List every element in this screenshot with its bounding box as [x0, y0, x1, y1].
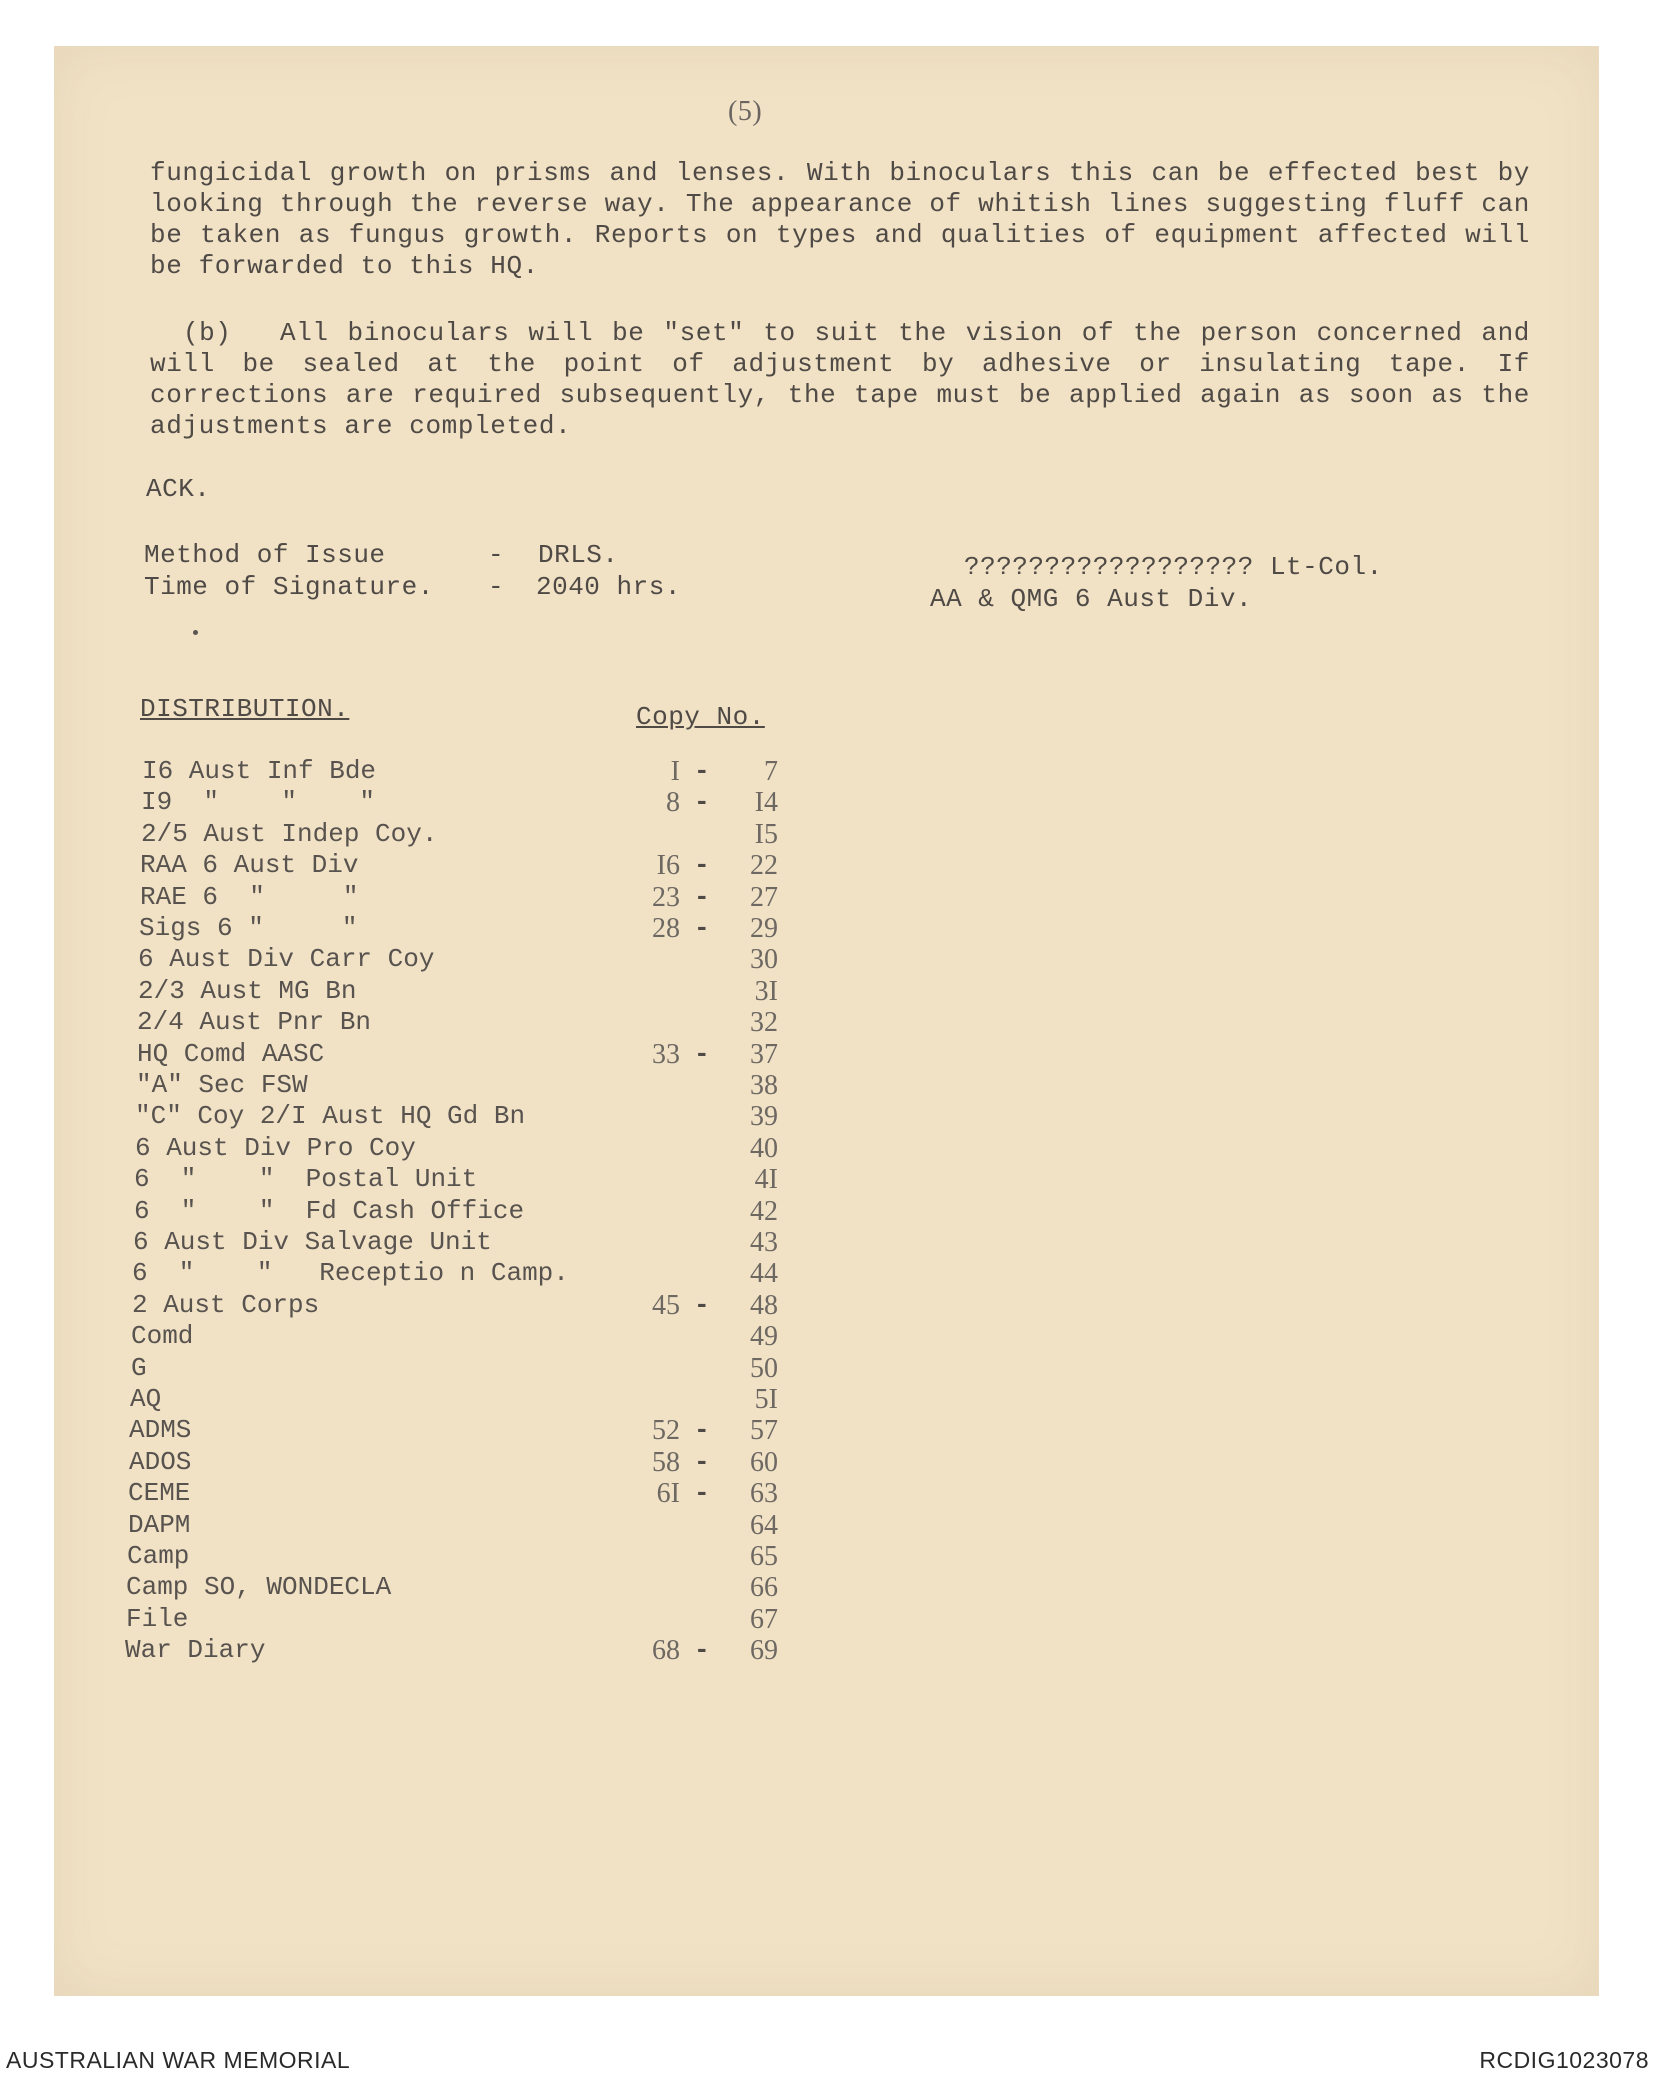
- distribution-row: [126, 1572, 826, 1604]
- time-of-signature-value: 2040 hrs.: [536, 572, 681, 602]
- distribution-unit: 6 Aust Div Carr Coy: [138, 944, 435, 974]
- distribution-unit: ADOS: [129, 1447, 192, 1477]
- distribution-copy-from: 33: [652, 1039, 680, 1070]
- distribution-row: [138, 976, 838, 1008]
- distribution-unit: "C" Coy 2/I Aust HQ Gd Bn: [135, 1101, 526, 1131]
- distribution-copy-to: I5: [754, 819, 778, 850]
- paragraph-b: All binoculars will be "set" to suit the vision of the person concerned and will be sealed at the point of adjustment by adhesive or insulating tape. If corrections are required subsequently, the tape must be applied again as soon as the adjustments are completed.: [150, 318, 1530, 441]
- distribution-copy-to: 69: [750, 1635, 778, 1666]
- distribution-copy-from: 6I: [656, 1478, 680, 1509]
- distribution-copy-to: 42: [750, 1196, 778, 1227]
- stray-mark: [193, 630, 198, 635]
- distribution-unit: I6 Aust Inf Bde: [142, 756, 377, 786]
- distribution-copy-dash: -: [694, 1290, 710, 1320]
- distribution-unit: AQ: [130, 1384, 162, 1414]
- footer-archive-name: AUSTRALIAN WAR MEMORIAL: [6, 2047, 351, 2073]
- distribution-unit: G: [131, 1353, 147, 1383]
- distribution-row: [129, 1447, 829, 1479]
- distribution-row: [131, 1353, 831, 1385]
- distribution-unit: Camp: [127, 1541, 190, 1571]
- distribution-unit: DAPM: [128, 1510, 191, 1540]
- method-of-issue-value: DRLS.: [538, 540, 619, 570]
- distribution-unit: 2 Aust Corps: [132, 1290, 320, 1320]
- distribution-unit: Camp SO, WONDECLA: [126, 1572, 392, 1602]
- distribution-row: [141, 787, 841, 819]
- distribution-unit: RAA 6 Aust Div: [140, 850, 359, 880]
- distribution-row: [137, 1039, 837, 1071]
- distribution-copy-dash: -: [694, 787, 710, 817]
- distribution-unit: 6 " " Postal Unit: [134, 1164, 478, 1194]
- distribution-copy-from: 68: [652, 1635, 680, 1666]
- distribution-heading: DISTRIBUTION.: [140, 694, 350, 724]
- distribution-copy-to: 63: [750, 1478, 778, 1509]
- distribution-row: [131, 1321, 831, 1353]
- distribution-copy-to: 50: [750, 1353, 778, 1384]
- distribution-copy-dash: -: [694, 756, 710, 786]
- distribution-unit: Sigs 6 " ": [139, 913, 358, 943]
- distribution-unit: File: [126, 1604, 189, 1634]
- distribution-row: [137, 1007, 837, 1039]
- time-of-signature-separator: -: [488, 572, 505, 602]
- distribution-copy-to: 39: [750, 1101, 778, 1132]
- distribution-row: [138, 944, 838, 976]
- distribution-copy-to: 43: [750, 1227, 778, 1258]
- distribution-row: [136, 1070, 836, 1102]
- distribution-row: [140, 850, 840, 882]
- distribution-row: [140, 882, 840, 914]
- distribution-row: [142, 756, 842, 788]
- distribution-copy-from: I: [670, 756, 680, 787]
- distribution-unit: CEME: [128, 1478, 191, 1508]
- distribution-copy-to: 66: [750, 1572, 778, 1603]
- distribution-unit: HQ Comd AASC: [137, 1039, 325, 1069]
- distribution-copy-from: 23: [652, 882, 680, 913]
- distribution-copy-to: 57: [750, 1415, 778, 1446]
- copy-number-heading: Copy No.: [636, 702, 765, 732]
- distribution-unit: 6 " " Fd Cash Office: [134, 1196, 525, 1226]
- distribution-row: [126, 1604, 826, 1636]
- distribution-unit: War Diary: [125, 1635, 266, 1665]
- distribution-copy-to: I4: [754, 787, 778, 818]
- distribution-copy-to: 29: [750, 913, 778, 944]
- distribution-copy-to: 64: [750, 1510, 778, 1541]
- distribution-unit: "A" Sec FSW: [136, 1070, 308, 1100]
- distribution-copy-to: 30: [750, 944, 778, 975]
- footer-reference-id: RCDIG1023078: [1479, 2047, 1649, 2073]
- signature-line: ?????????????????? Lt-Col.: [964, 552, 1383, 582]
- distribution-row: [139, 913, 839, 945]
- distribution-copy-dash: -: [694, 1415, 710, 1445]
- distribution-unit: 6 " " Receptio n Camp.: [132, 1258, 569, 1288]
- distribution-copy-to: 22: [750, 850, 778, 881]
- distribution-row: [132, 1258, 832, 1290]
- distribution-copy-from: 52: [652, 1415, 680, 1446]
- distribution-copy-from: 58: [652, 1447, 680, 1478]
- distribution-copy-to: 44: [750, 1258, 778, 1289]
- distribution-row: [133, 1227, 833, 1259]
- distribution-copy-dash: -: [694, 1635, 710, 1665]
- distribution-row: [135, 1133, 835, 1165]
- distribution-copy-to: 67: [750, 1604, 778, 1635]
- distribution-copy-dash: -: [694, 1478, 710, 1508]
- distribution-row: [128, 1510, 828, 1542]
- distribution-row: [132, 1290, 832, 1322]
- distribution-copy-from: 8: [666, 787, 680, 818]
- distribution-unit: ADMS: [129, 1415, 192, 1445]
- distribution-copy-to: 7: [764, 756, 778, 787]
- time-of-signature-label: Time of Signature.: [144, 572, 434, 602]
- distribution-unit: RAE 6 " ": [140, 882, 359, 912]
- distribution-copy-dash: -: [694, 1039, 710, 1069]
- method-of-issue-label: Method of Issue: [144, 540, 386, 570]
- distribution-unit: Comd: [131, 1321, 194, 1351]
- distribution-unit: 6 Aust Div Pro Coy: [135, 1133, 416, 1163]
- distribution-copy-dash: -: [694, 1447, 710, 1477]
- distribution-row: [130, 1384, 830, 1416]
- distribution-row: [134, 1196, 834, 1228]
- distribution-unit: 6 Aust Div Salvage Unit: [133, 1227, 492, 1257]
- signature-title: AA & QMG 6 Aust Div.: [930, 584, 1253, 614]
- distribution-copy-to: 37: [750, 1039, 778, 1070]
- paragraph-fungus: fungicidal growth on prisms and lenses. With binoculars this can be effected best by looking through the reverse way. The appearance of whitish lines suggesting fluff can be taken as fungus growth. Reports on types and qualities of equipment affected will be forwarded to this HQ.: [150, 158, 1530, 281]
- distribution-copy-to: 40: [750, 1133, 778, 1164]
- distribution-unit: 2/4 Aust Pnr Bn: [137, 1007, 372, 1037]
- paragraph-b-label: (b): [183, 318, 232, 348]
- distribution-row: [129, 1415, 829, 1447]
- distribution-copy-from: 28: [652, 913, 680, 944]
- distribution-copy-to: 48: [750, 1290, 778, 1321]
- distribution-copy-to: 38: [750, 1070, 778, 1101]
- ack-text: ACK.: [146, 474, 211, 504]
- distribution-unit: 2/5 Aust Indep Coy.: [141, 819, 438, 849]
- distribution-row: [134, 1164, 834, 1196]
- distribution-copy-to: 27: [750, 882, 778, 913]
- distribution-copy-to: 3I: [754, 976, 778, 1007]
- distribution-row: [135, 1101, 835, 1133]
- distribution-copy-from: I6: [656, 850, 680, 881]
- distribution-copy-dash: -: [694, 850, 710, 880]
- distribution-row: [125, 1635, 825, 1667]
- distribution-copy-to: 65: [750, 1541, 778, 1572]
- method-of-issue-separator: -: [488, 540, 505, 570]
- page-number: (5): [728, 96, 763, 127]
- distribution-unit: I9 " " ": [141, 787, 376, 817]
- distribution-row: [127, 1541, 827, 1573]
- distribution-copy-dash: -: [694, 913, 710, 943]
- distribution-copy-to: 32: [750, 1007, 778, 1038]
- distribution-row: [141, 819, 841, 851]
- distribution-row: [128, 1478, 828, 1510]
- distribution-copy-to: 4I: [754, 1164, 778, 1195]
- distribution-copy-to: 49: [750, 1321, 778, 1352]
- distribution-copy-to: 60: [750, 1447, 778, 1478]
- distribution-copy-to: 5I: [754, 1384, 778, 1415]
- distribution-copy-dash: -: [694, 882, 710, 912]
- distribution-unit: 2/3 Aust MG Bn: [138, 976, 357, 1006]
- distribution-copy-from: 45: [652, 1290, 680, 1321]
